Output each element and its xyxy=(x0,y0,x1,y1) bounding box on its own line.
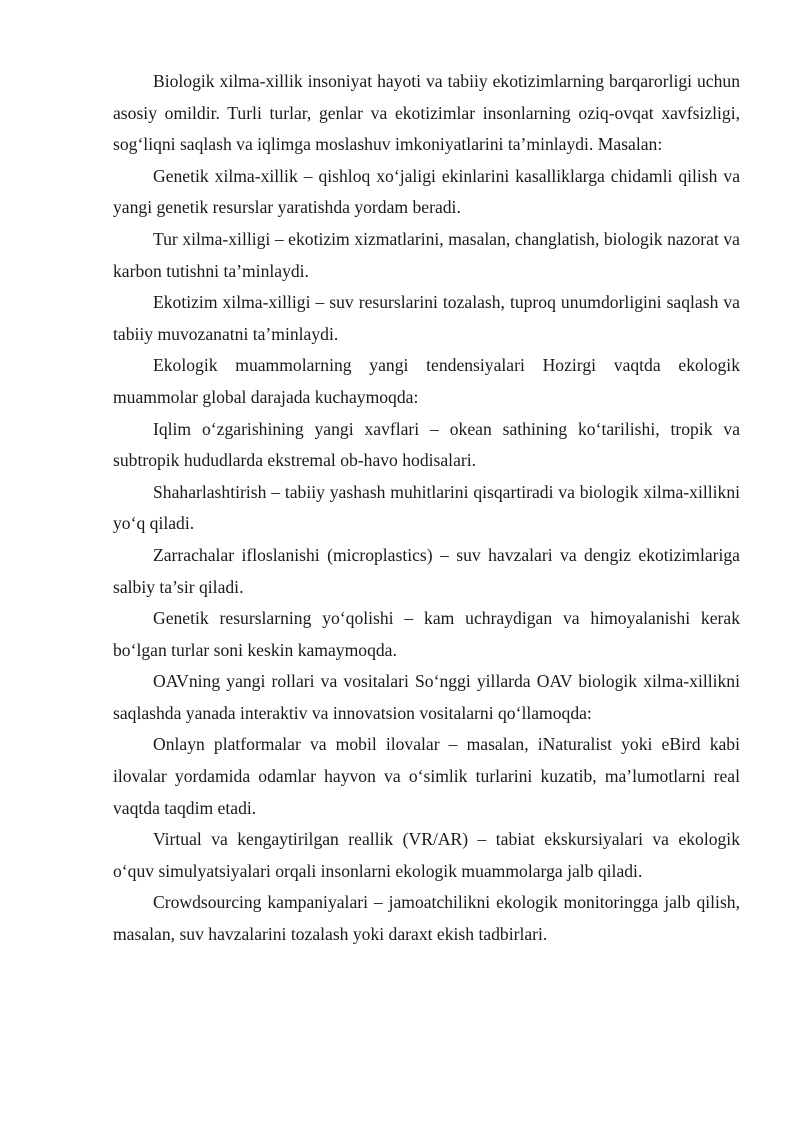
paragraph-media-roles: OAVning yangi rollari va vositalari So‘nggi yillarda OAV biologik xilma-xillikni saqlashda yanada interaktiv va innovatsion vositalarni qo‘llamoqda: xyxy=(113,671,740,723)
paragraph-vr-ar: Virtual va kengaytirilgan reallik (VR/AR) – tabiat ekskursiyalari va ekologik o‘quv simulyatsiyalari orqali insonlarni ekologik muammolarga jalb qiladi. xyxy=(113,829,740,881)
paragraph-ecological-trends: Ekologik muammolarning yangi tendensiyalari Hozirgi vaqtda ekologik muammolar global darajada kuchaymoqda: xyxy=(113,355,740,407)
paragraph-climate-change: Iqlim o‘zgarishining yangi xavflari – okean sathining ko‘tarilishi, tropik va subtropik hududlarda ekstremal ob-havo hodisalari. xyxy=(113,418,740,471)
paragraph-urbanization: Shaharlashtirish – tabiiy yashash muhitlarini qisqartiradi va biologik xilma-xillikni yo‘q qiladi. xyxy=(113,481,740,534)
paragraph-crowdsourcing: Crowdsourcing kampaniyalari – jamoatchilikni ekologik monitoringga jalb qilish, masalan, suv havzalarini tozalash yoki daraxt ekish tadbirlari. xyxy=(113,892,740,945)
paragraph-genetic-diversity: Genetik xilma-xillik – qishloq xo‘jaligi ekinlarini kasalliklarga chidamli qilish va yangi genetik resurslar yaratishda yordam beradi. xyxy=(113,165,740,218)
paragraph-online-platforms: Onlayn platformalar va mobil ilovalar – masalan, iNaturalist yoki eBird kabi ilovalar yordamida odamlar hayvon va o‘simlik turlarini kuzatib, ma’lumotlarni real vaqtda taqdim etadi. xyxy=(113,734,740,818)
paragraph-species-diversity: Tur xilma-xilligi – ekotizim xizmatlarini, masalan, changlatish, biologik nazorat va karbon tutishni ta’minlaydi. xyxy=(113,228,740,281)
paragraph-biodiversity-intro: Biologik xilma-xillik insoniyat hayoti va tabiiy ekotizimlarning barqarorligi uchun asosiy omildir. Turli turlar, genlar va ekotizimlar insonlarning oziq-ovqat xavfsizligi, sog‘liqni saqlash va iqlimga moslashuv imkoniyatlarini ta’minlaydi. Masalan: xyxy=(113,71,740,155)
document-body xyxy=(113,66,740,951)
paragraph-genetic-resources-loss: Genetik resurslarning yo‘qolishi – kam uchraydigan va himoyalanishi kerak bo‘lgan turlar soni keskin kamaymoqda. xyxy=(113,608,740,660)
paragraph-microplastics: Zarrachalar ifloslanishi (microplastics) – suv havzalari va dengiz ekotizimlariga salbiy ta’sir qiladi. xyxy=(113,544,740,597)
paragraph-ecosystem-diversity: Ekotizim xilma-xilligi – suv resurslarini tozalash, tuproq unumdorligini saqlash va tabiiy muvozanatni ta’minlaydi. xyxy=(113,292,740,344)
